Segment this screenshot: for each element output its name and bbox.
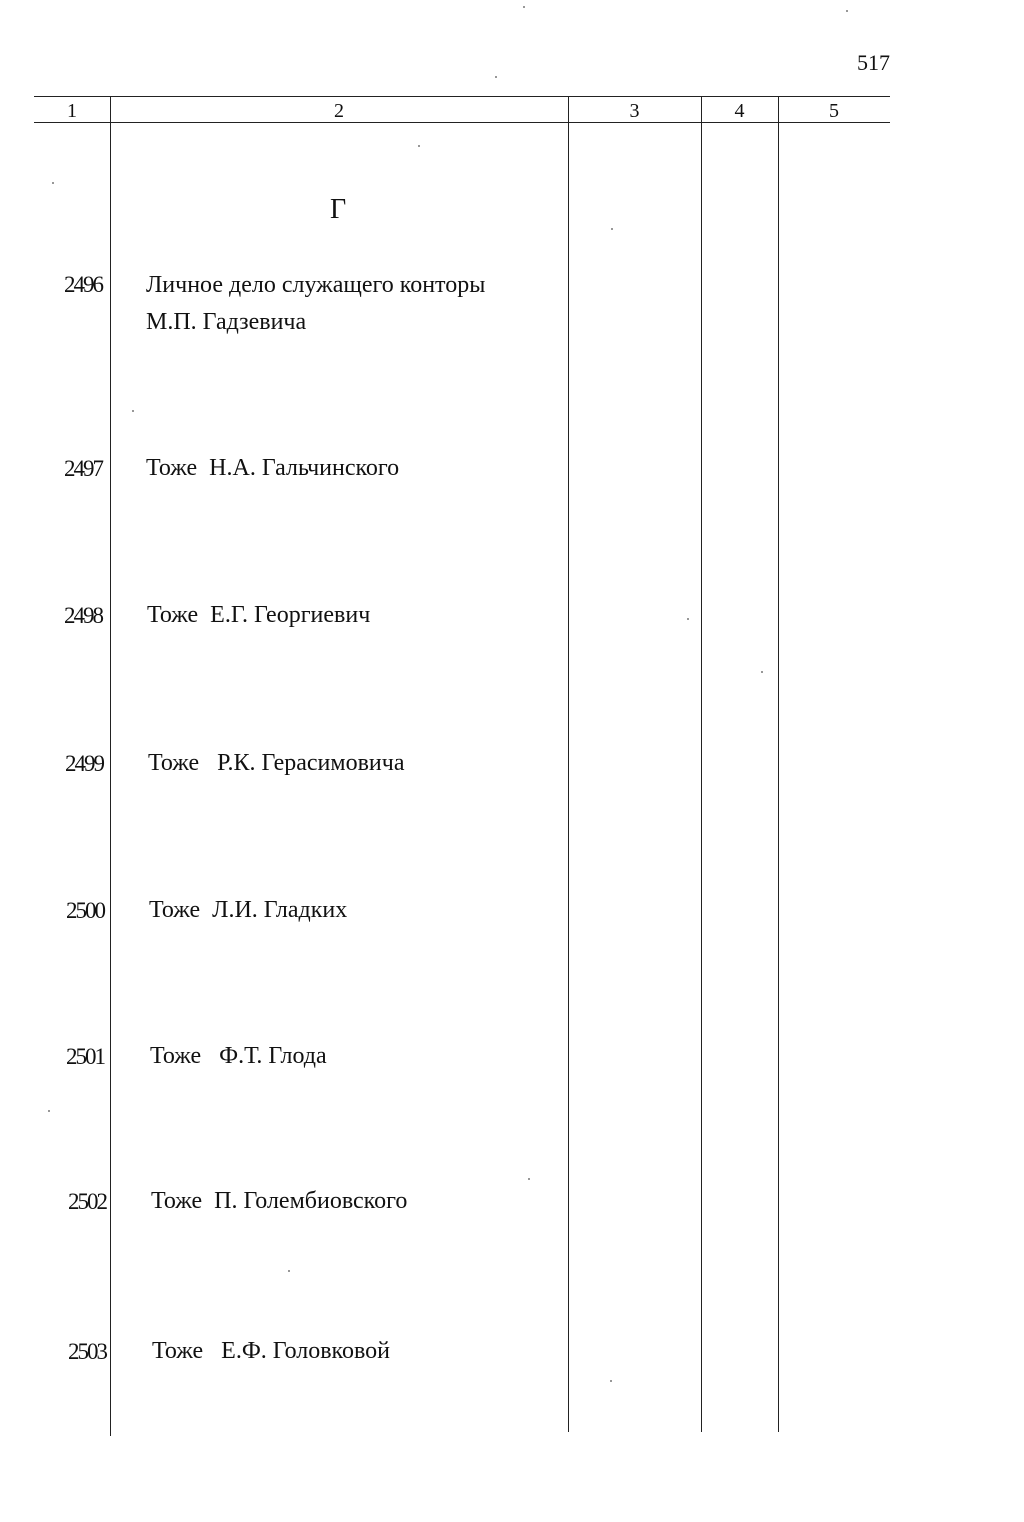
scan-speck	[761, 671, 763, 673]
section-letter: Г	[330, 194, 347, 225]
column-header-5: 5	[829, 100, 839, 122]
scan-speck	[846, 10, 848, 12]
column-header-2: 2	[334, 100, 344, 122]
entry-description: Тоже Е.Г. Георгиевич	[147, 602, 371, 628]
column-header-3: 3	[629, 100, 640, 122]
entry-description: Личное дело служащего конторы М.П. Гадзевича	[146, 272, 486, 335]
entry-description: Тоже П. Голембиовского	[151, 1188, 408, 1214]
column-header-4: 4	[734, 100, 745, 122]
scan-speck	[418, 145, 420, 147]
table-top-rule	[34, 96, 890, 97]
entry-description: Тоже Л.И. Гладких	[149, 897, 348, 923]
scan-speck	[288, 1270, 290, 1272]
scan-speck	[523, 6, 525, 8]
entry-number: 2501	[66, 1044, 104, 1069]
scan-speck	[610, 1380, 612, 1382]
entry-number: 2497	[64, 456, 102, 481]
column-divider-3	[701, 96, 702, 1432]
column-divider-2	[568, 96, 569, 1432]
entry-number: 2502	[68, 1189, 106, 1214]
entry-description: Тоже Ф.Т. Глода	[150, 1043, 327, 1069]
entry-number: 2498	[64, 603, 102, 628]
scan-speck	[687, 618, 689, 620]
scan-speck	[611, 228, 613, 230]
entry-description: Тоже Е.Ф. Головковой	[152, 1338, 391, 1364]
entry-number: 2500	[66, 898, 104, 923]
entry-description: Тоже Р.К. Герасимовича	[148, 750, 405, 776]
scan-speck	[495, 76, 497, 78]
column-divider-4	[778, 96, 779, 1432]
column-divider-1	[110, 96, 111, 1436]
entry-number: 2499	[65, 751, 103, 776]
entry-number: 2503	[68, 1339, 106, 1364]
column-header-1: 1	[67, 100, 77, 122]
page-number: 517	[857, 50, 890, 75]
scan-speck	[132, 410, 134, 412]
scan-speck	[528, 1178, 530, 1180]
entry-number: 2496	[64, 272, 102, 297]
scan-speck	[52, 182, 54, 184]
scan-speck	[48, 1110, 50, 1112]
entry-description: Тоже Н.А. Гальчинского	[146, 455, 400, 481]
